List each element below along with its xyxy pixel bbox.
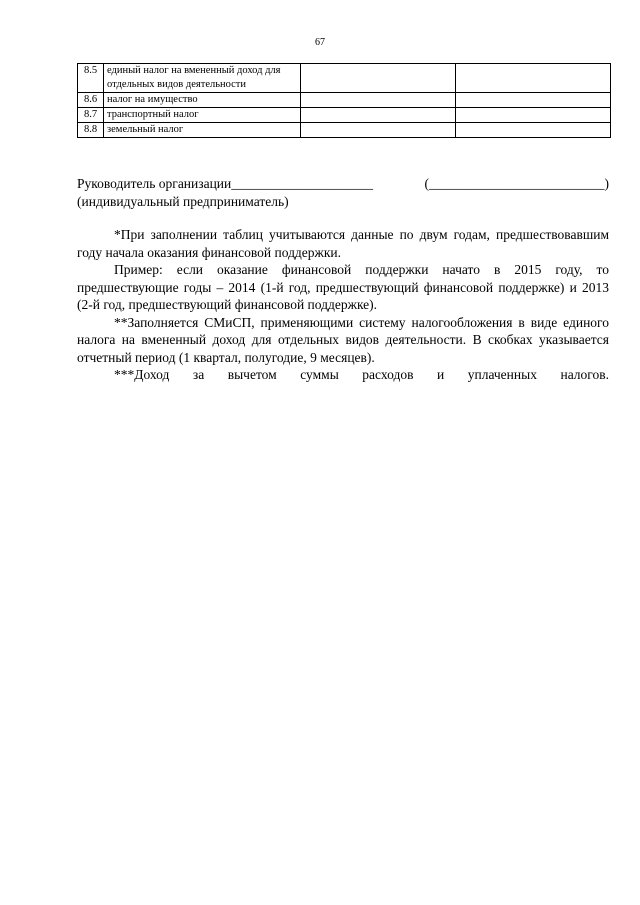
row-value-cell: [456, 108, 611, 123]
row-value-cell: [301, 123, 456, 138]
row-number: 8.5: [78, 64, 104, 93]
row-name: земельный налог: [104, 123, 301, 138]
row-name: единый налог на вмененный доход для отдельных видов деятельности: [104, 64, 301, 93]
table-row: [78, 108, 611, 123]
signature-block: [77, 175, 609, 210]
signature-name-blank: (__________________________): [424, 176, 609, 191]
signature-line: [77, 175, 609, 193]
row-name: налог на имущество: [104, 93, 301, 108]
row-value-cell: [456, 64, 611, 93]
footnote-3: ***Доход за вычетом суммы расходов и уплаченных налогов.: [114, 367, 609, 382]
row-number: 8.7: [78, 108, 104, 123]
page-number: 67: [315, 37, 325, 48]
row-value-cell: [301, 93, 456, 108]
signature-subtitle: (индивидуальный предприниматель): [77, 193, 289, 209]
footnote-example: Пример: если оказание финансовой поддержки начато в 2015 году, то предшествующие годы – 2014 (1-й год, предшествующий финансовой поддержке) и 2013 (2-й год, предшествующий финансовой поддержке).: [77, 262, 609, 312]
signature-label: Руководитель организации: [77, 176, 232, 191]
signature-title: [77, 175, 373, 193]
table-row: [78, 64, 611, 93]
tax-table: [77, 63, 611, 138]
signature-blank: _____________________: [231, 176, 374, 191]
row-value-cell: [456, 93, 611, 108]
footnote-1: *При заполнении таблиц учитываются данные по двум годам, предшествовавшим году начала оказания финансовой поддержки.: [77, 227, 609, 260]
row-name: транспортный налог: [104, 108, 301, 123]
footnote-2: **Заполняется СМиСП, применяющими систему налогообложения в виде единого налога на вмененный доход для отдельных видов деятельности. В скобках указывается отчетный период (1 квартал, полугодие, 9 месяцев).: [77, 314, 609, 365]
row-value-cell: [301, 108, 456, 123]
footnotes: [77, 226, 609, 384]
row-value-cell: [301, 64, 456, 93]
table-row: [78, 93, 611, 108]
table-row: [78, 123, 611, 138]
row-number: 8.6: [78, 93, 104, 108]
row-number: 8.8: [78, 123, 104, 138]
row-value-cell: [456, 123, 611, 138]
